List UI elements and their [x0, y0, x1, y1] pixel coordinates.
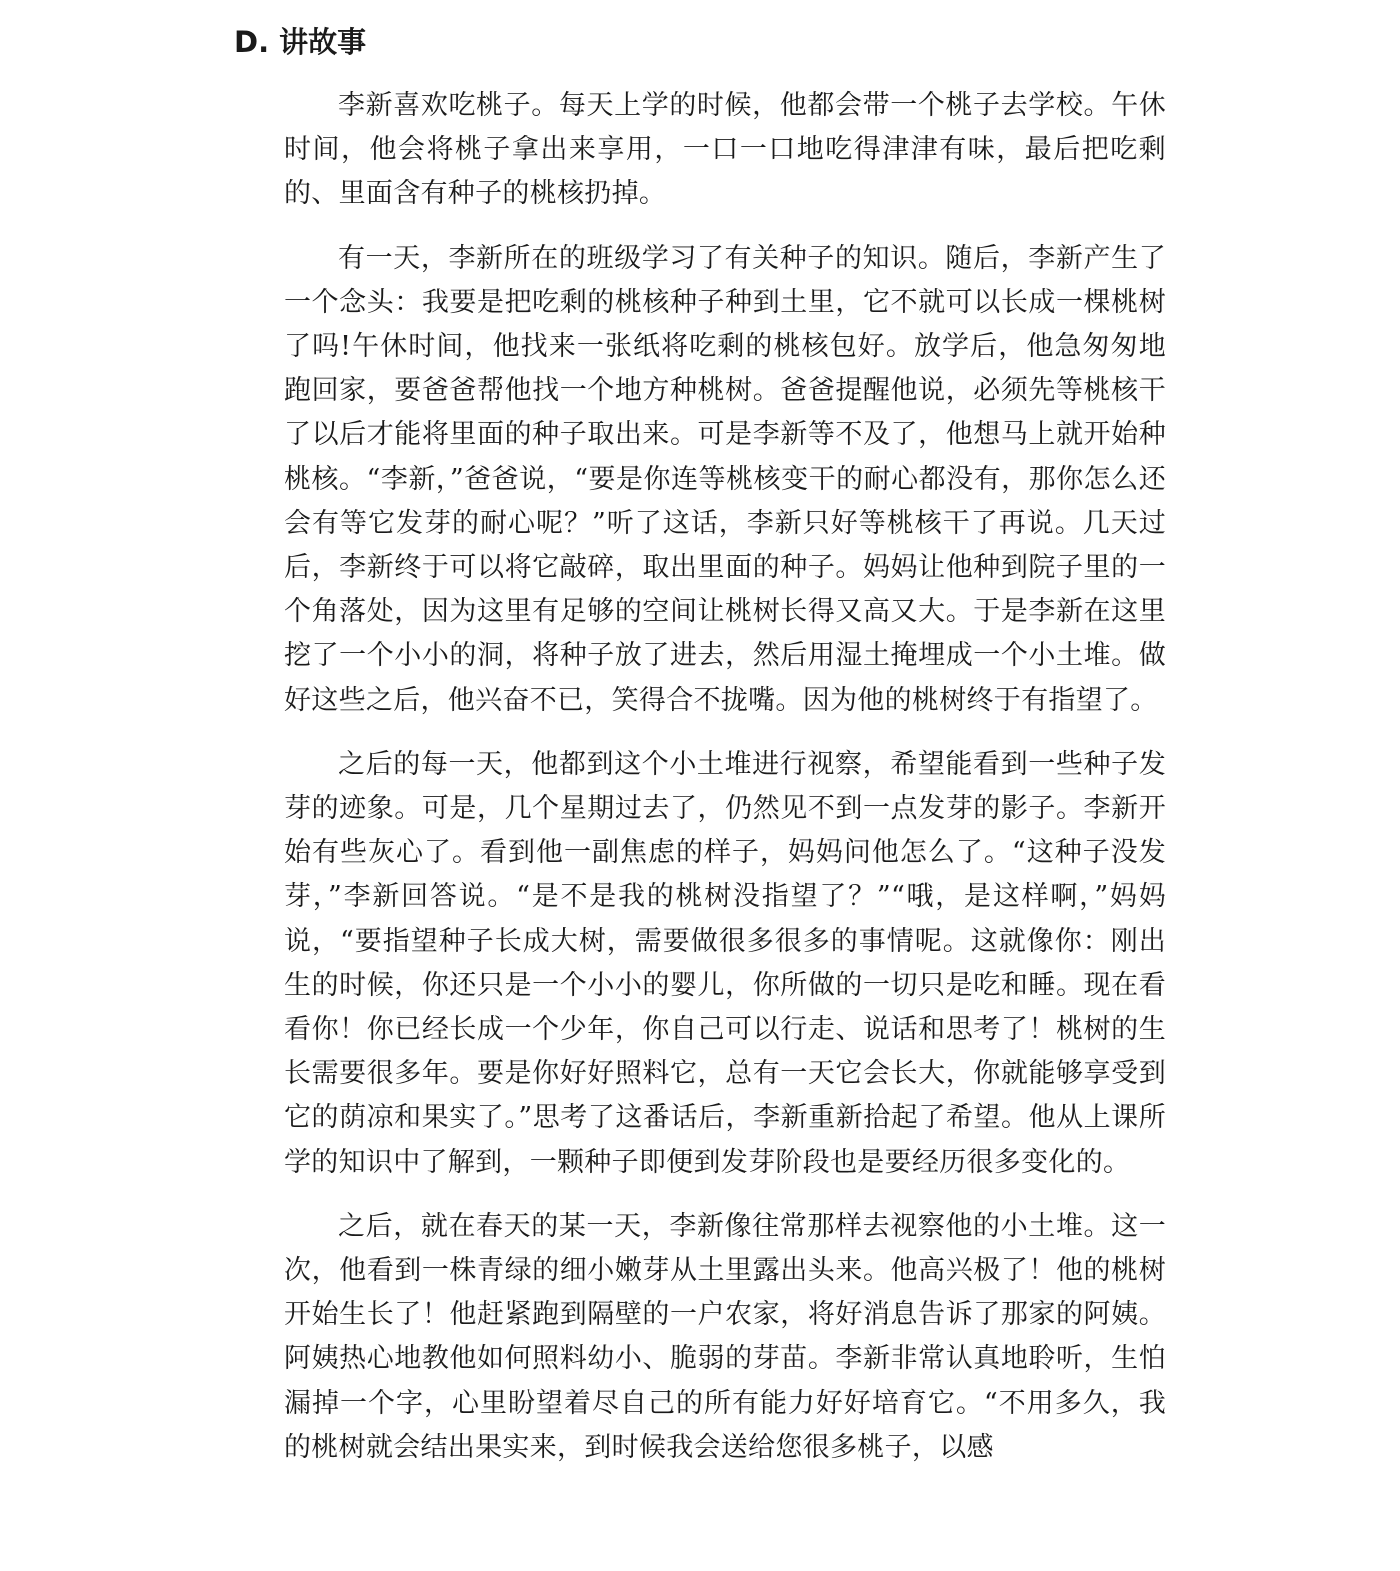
- section-heading: D. 讲故事: [234, 25, 367, 59]
- story-paragraph: 之后的每一天，他都到这个小土堆进行视察，希望能看到一些种子发芽的迹象。可是，几个星期过去了，仍然见不到一点发芽的影子。李新开始有些灰心了。看到他一副焦虑的样子，妈妈问他怎么了。“这种子没发芽，”李新回答说。“是不是我的桃树没指望了？”“哦，是这样啊，”妈妈说，“要指望种子长成大树，需要做很多很多的事情呢。这就像你：刚出生的时候，你还只是一个小小的婴儿，你所做的一切只是吃和睡。现在看看你！你已经长成一个少年，你自己可以行走、说话和思考了！桃树的生长需要很多年。要是你好好照料它，总有一天它会长大，你就能够享受到它的荫凉和果实了。”思考了这番话后，李新重新拾起了希望。他从上课所学的知识中了解到，一颗种子即便到发芽阶段也是要经历很多变化的。: [284, 748, 1166, 1178]
- story-paragraph: 有一天，李新所在的班级学习了有关种子的知识。随后，李新产生了一个念头：我要是把吃剩的桃核种子种到土里，它不就可以长成一棵桃树了吗!午休时间，他找来一张纸将吃剩的桃核包好。放学后，他急匆匆地跑回家，要爸爸帮他找一个地方种桃树。爸爸提醒他说，必须先等桃核干了以后才能将里面的种子取出来。可是李新等不及了，他想马上就开始种桃核。“李新，”爸爸说，“要是你连等桃核变干的耐心都没有，那你怎么还会有等它发芽的耐心呢？”听了这话，李新只好等桃核干了再说。几天过后，李新终于可以将它敲碎，取出里面的种子。妈妈让他种到院子里的一个角落处，因为这里有足够的空间让桃树长得又高又大。于是李新在这里挖了一个小小的洞，将种子放了进去，然后用湿土掩埋成一个小土堆。做好这些之后，他兴奋不已，笑得合不拢嘴。因为他的桃树终于有指望了。: [284, 242, 1166, 716]
- story-paragraph: 李新喜欢吃桃子。每天上学的时候，他都会带一个桃子去学校。午休时间，他会将桃子拿出来享用，一口一口地吃得津津有味，最后把吃剩的、里面含有种子的桃核扔掉。: [284, 90, 1166, 210]
- story-paragraph: 之后，就在春天的某一天，李新像往常那样去视察他的小土堆。这一次，他看到一株青绿的细小嫩芽从土里露出头来。他高兴极了！他的桃树开始生长了！他赶紧跑到隔壁的一户农家，将好消息告诉了那家的阿姨。阿姨热心地教他如何照料幼小、脆弱的芽苗。李新非常认真地聆听，生怕漏掉一个字，心里盼望着尽自己的所有能力好好培育它。“不用多久，我的桃树就会结出果实来，到时候我会送给您很多桃子，以感: [284, 1210, 1166, 1463]
- story-body: [284, 84, 1166, 1490]
